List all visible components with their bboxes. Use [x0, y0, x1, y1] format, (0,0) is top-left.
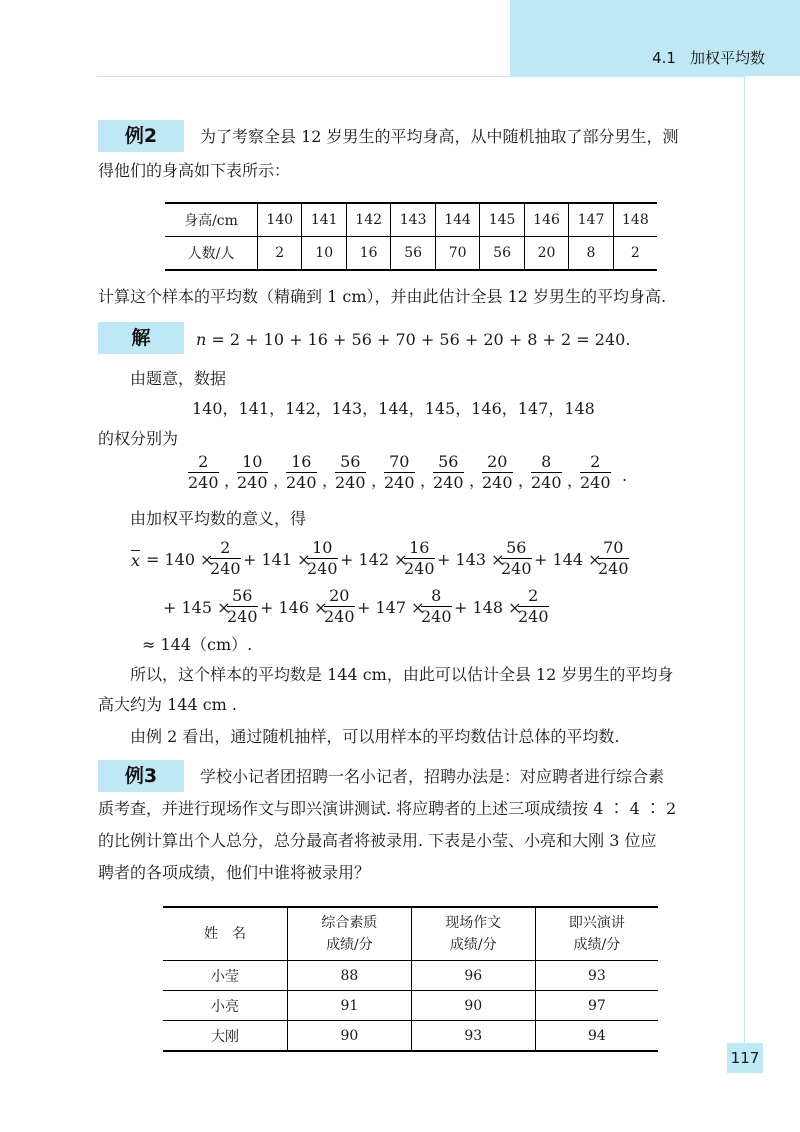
fraction-numerator: 2: [518, 586, 549, 607]
section-title: 加权平均数: [689, 49, 765, 67]
equation-term: + 144 ×: [534, 550, 602, 569]
table-cell: 144: [435, 203, 479, 237]
fraction-denominator: 240: [237, 473, 268, 492]
table-cell: 10: [302, 237, 346, 271]
example3-text-line2: 质考查，并进行现场作文与即兴演讲测试. 将应聘者的上述三项成绩按 4 ∶ 4 ∶ 2: [98, 799, 677, 818]
table-cell: 97: [535, 991, 658, 1021]
equation-term: + 142 ×: [340, 550, 408, 569]
n-variable: n: [196, 330, 207, 349]
fraction: [598, 538, 629, 579]
fraction: [188, 452, 219, 493]
separator: ，: [518, 471, 535, 490]
fraction-numerator: 70: [598, 538, 629, 559]
example2-label: 例2: [98, 120, 184, 152]
header-line2: 成绩/分: [573, 937, 621, 953]
table-cell: 141: [302, 203, 346, 237]
section-heading: [510, 47, 765, 68]
page-number: 117: [727, 1043, 763, 1073]
table-cell: 148: [613, 203, 657, 237]
fraction: [580, 452, 611, 493]
fraction-denominator: 240: [531, 473, 562, 492]
table-cell: 16: [346, 237, 390, 271]
table-header-cell: 人数/人: [165, 237, 258, 271]
fraction: [210, 538, 241, 579]
fraction: [518, 586, 549, 627]
fraction-numerator: 70: [384, 452, 415, 473]
table-cell: 8: [569, 237, 613, 271]
table-cell: 大刚: [163, 1021, 288, 1052]
fraction-numerator: 16: [286, 452, 317, 473]
weights-end: .: [622, 466, 628, 485]
fraction-denominator: 240: [210, 559, 241, 578]
fraction-denominator: 240: [433, 473, 464, 492]
n-equation: [196, 327, 630, 353]
example3-text-line3: 的比例计算出个人总分，总分最高者将被录用. 下表是小莹、小亮和大刚 3 位应: [98, 831, 657, 850]
equation-term: + 143 ×: [437, 550, 505, 569]
table-row: [163, 961, 658, 991]
section-number: 4.1: [652, 49, 676, 67]
fraction: [227, 586, 258, 627]
approx-result: ≈ 144（cm）.: [142, 635, 253, 654]
table-cell: 140: [258, 203, 302, 237]
fraction: [482, 452, 513, 493]
fraction: [421, 586, 452, 627]
table-header-row: [163, 907, 658, 961]
fraction-numerator: 56: [335, 452, 366, 473]
table-row: [165, 203, 657, 237]
table-cell: 91: [288, 991, 412, 1021]
weights-intro: 的权分别为: [98, 429, 179, 448]
fraction: [384, 452, 415, 493]
score-table: [163, 906, 658, 1052]
table-cell: 56: [391, 237, 435, 271]
table-cell: 70: [435, 237, 479, 271]
fraction: [501, 538, 532, 579]
table-cell: 2: [613, 237, 657, 271]
separator: ，: [224, 471, 241, 490]
table-cell: 2: [258, 237, 302, 271]
xbar-symbol: [131, 548, 140, 574]
table-cell: 145: [480, 203, 524, 237]
n-sum: = 2 + 10 + 16 + 56 + 70 + 56 + 20 + 8 + 2 = 240.: [206, 330, 631, 349]
fraction-denominator: 240: [421, 607, 452, 626]
table-cell: 93: [411, 1021, 535, 1052]
fraction: [307, 538, 338, 579]
fraction-denominator: 240: [501, 559, 532, 578]
separator: ，: [371, 471, 388, 490]
header-rule: [97, 76, 745, 77]
fraction-numerator: 20: [324, 586, 355, 607]
example2-text-line1: 为了考察全县 12 岁男生的平均身高，从中随机抽取了部分男生，测: [200, 127, 679, 146]
fraction: [324, 586, 355, 627]
conclusion-line2: 高大约为 144 cm .: [98, 695, 238, 714]
conclusion-line1: 所以，这个样本的平均数是 144 cm，由此可以估计全县 12 岁男生的平均身: [130, 665, 674, 684]
example2-text-line2: 得他们的身高如下表所示：: [98, 161, 291, 180]
header-name: 姓 名: [204, 926, 246, 942]
fraction-denominator: 240: [188, 473, 219, 492]
separator: ，: [469, 471, 486, 490]
fraction-denominator: 240: [227, 607, 258, 626]
fraction-numerator: 56: [501, 538, 532, 559]
table-header-cell: [288, 907, 412, 961]
equation-term: + 145 ×: [163, 598, 231, 617]
fraction-numerator: 8: [421, 586, 452, 607]
separator: ，: [567, 471, 584, 490]
fraction-denominator: 240: [307, 559, 338, 578]
header-line1: 现场作文: [445, 915, 502, 931]
fraction-denominator: 240: [404, 559, 435, 578]
separator: ，: [273, 471, 290, 490]
fraction-numerator: 10: [307, 538, 338, 559]
margin-rule: [744, 76, 745, 1044]
fraction-numerator: 16: [404, 538, 435, 559]
fraction-denominator: 240: [482, 473, 513, 492]
equation-term: + 147 ×: [357, 598, 425, 617]
fraction-numerator: 10: [237, 452, 268, 473]
data-list: 140，141，142，143，144，145，146，147，148: [192, 399, 595, 418]
meaning-line: 由加权平均数的意义，得: [130, 509, 307, 528]
example3-label: 例3: [98, 760, 184, 792]
fraction: [286, 452, 317, 493]
header-line1: 即兴演讲: [568, 915, 625, 931]
table-row: [163, 1021, 658, 1052]
fraction: [433, 452, 464, 493]
remark: 由例 2 看出，通过随机抽样，可以用样本的平均数估计总体的平均数.: [130, 727, 620, 746]
table-cell: 147: [569, 203, 613, 237]
fraction: [237, 452, 268, 493]
equation-term: + 141 ×: [243, 550, 311, 569]
separator: ，: [322, 471, 339, 490]
equation-term: = 140 ×: [146, 550, 214, 569]
table-cell: 小莹: [163, 961, 288, 991]
fraction: [531, 452, 562, 493]
table-cell: 90: [288, 1021, 412, 1052]
table-cell: 146: [524, 203, 568, 237]
table-cell: 90: [411, 991, 535, 1021]
xbar: $\overline{x}$: [131, 551, 141, 570]
fraction-numerator: 56: [433, 452, 464, 473]
height-table: [165, 202, 657, 271]
table-header-cell: [411, 907, 535, 961]
table-cell: 56: [480, 237, 524, 271]
fraction-denominator: 240: [384, 473, 415, 492]
example2-question: 计算这个样本的平均数（精确到 1 cm），并由此估计全县 12 岁男生的平均身高.: [98, 287, 667, 306]
table-cell: 96: [411, 961, 535, 991]
table-header-cell: 身高/cm: [165, 203, 258, 237]
table-row: [163, 991, 658, 1021]
table-cell: 小亮: [163, 991, 288, 1021]
table-cell: 88: [288, 961, 412, 991]
fraction-numerator: 2: [188, 452, 219, 473]
fraction-denominator: 240: [286, 473, 317, 492]
fraction-numerator: 2: [580, 452, 611, 473]
table-header-cell: [163, 907, 288, 961]
example3-text-line4: 聘者的各项成绩，他们中谁将被录用？: [98, 863, 371, 882]
fraction-denominator: 240: [580, 473, 611, 492]
table-cell: 143: [391, 203, 435, 237]
fraction-denominator: 240: [335, 473, 366, 492]
equation-term: + 146 ×: [260, 598, 328, 617]
table-row: [165, 237, 657, 271]
solution-label: 解: [98, 322, 184, 354]
fraction: [335, 452, 366, 493]
fraction-denominator: 240: [598, 559, 629, 578]
fraction-denominator: 240: [324, 607, 355, 626]
table-cell: 94: [535, 1021, 658, 1052]
fraction-numerator: 56: [227, 586, 258, 607]
table-cell: 93: [535, 961, 658, 991]
fraction-denominator: 240: [518, 607, 549, 626]
table-header-cell: [535, 907, 658, 961]
fraction: [404, 538, 435, 579]
solution-data-line: 由题意，数据: [130, 369, 227, 388]
fraction-numerator: 2: [210, 538, 241, 559]
fraction-numerator: 20: [482, 452, 513, 473]
header-line2: 成绩/分: [326, 937, 373, 953]
table-cell: 142: [346, 203, 390, 237]
header-line1: 综合素质: [321, 915, 378, 931]
fraction-numerator: 8: [531, 452, 562, 473]
example3-text-line1: 学校小记者团招聘一名小记者，招聘办法是：对应聘者进行综合素: [200, 767, 665, 786]
separator: ，: [420, 471, 437, 490]
table-cell: 20: [524, 237, 568, 271]
equation-term: + 148 ×: [454, 598, 522, 617]
header-line2: 成绩/分: [449, 937, 497, 953]
